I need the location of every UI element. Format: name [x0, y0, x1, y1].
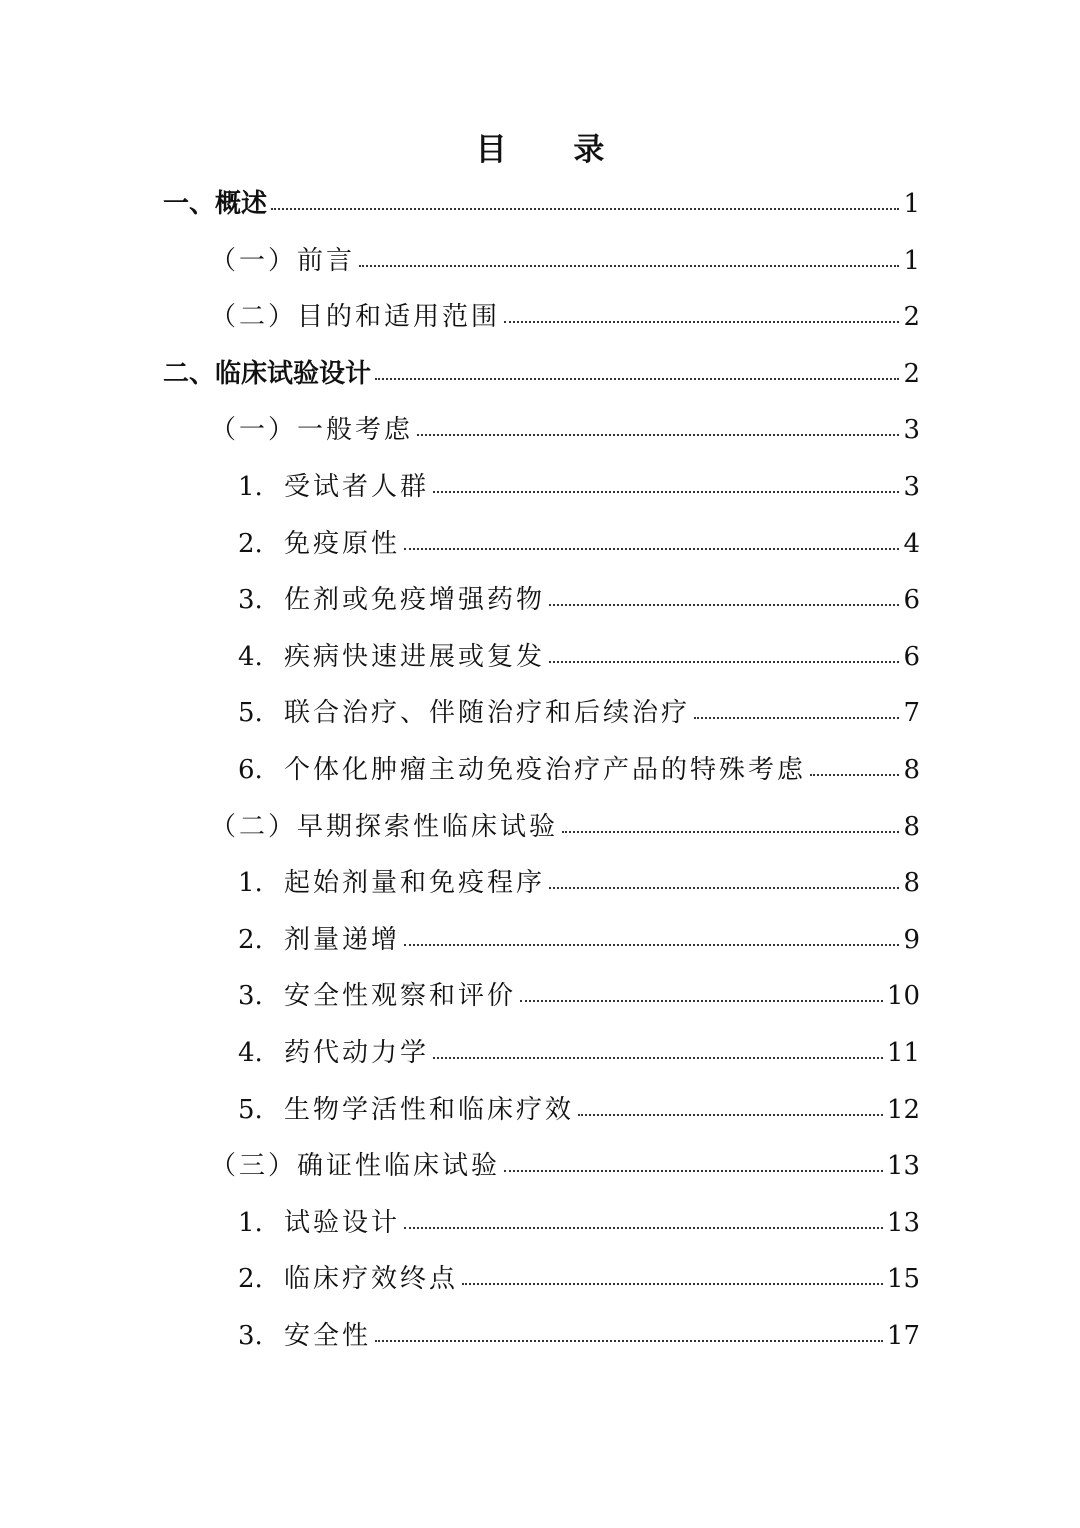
toc-entry-text: （三）确证性临床试验: [210, 1151, 501, 1182]
dot-leader: [504, 321, 899, 323]
toc-entry[interactable]: [238, 465, 920, 509]
toc-entry-number: 3.: [238, 585, 263, 616]
toc-entry-text: （一）前言: [210, 245, 356, 276]
toc-entry[interactable]: [238, 1257, 920, 1301]
toc-page-number: 1: [903, 245, 920, 276]
toc-entry-text: 疾病快速进展或复发: [284, 641, 546, 672]
dot-leader: [375, 378, 899, 380]
toc-entry[interactable]: [238, 1088, 920, 1132]
toc-page-number: 6: [903, 585, 920, 616]
toc-entry-number: 1.: [238, 868, 263, 899]
toc-page-number: 3: [903, 472, 920, 502]
toc-entry[interactable]: [210, 239, 920, 283]
toc-entry-number: 6.: [238, 755, 263, 785]
toc-entry[interactable]: [238, 1031, 920, 1075]
toc-entry-text: 联合治疗、伴随治疗和后续治疗: [284, 698, 691, 729]
toc-entry[interactable]: [238, 522, 920, 566]
dot-leader: [375, 1340, 883, 1342]
toc-entry-number: 5.: [238, 698, 263, 729]
toc-entry-text: 安全性: [284, 1321, 372, 1351]
toc-page-number: 2: [903, 302, 920, 333]
toc-page-number: 4: [903, 528, 920, 559]
dot-leader: [404, 944, 899, 946]
dot-leader: [433, 1057, 883, 1059]
toc-entry-text: 个体化肿瘤主动免疫治疗产品的特殊考虑: [284, 755, 807, 785]
toc-entry-number: 5.: [238, 1094, 263, 1125]
toc-entry-text: （二）目的和适用范围: [210, 302, 501, 333]
dot-leader: [694, 717, 899, 719]
toc-page-number: 8: [903, 755, 920, 785]
toc-entry[interactable]: [238, 918, 920, 962]
toc-page-number: 2: [903, 358, 920, 389]
toc-page-number: 8: [903, 868, 920, 899]
toc-entry[interactable]: [210, 1144, 920, 1188]
toc-entry-number: 3.: [238, 981, 263, 1012]
dot-leader: [404, 1227, 883, 1229]
toc-title: 目 录: [475, 132, 633, 168]
toc-entry[interactable]: [210, 805, 920, 849]
toc-entry-text: 免疫原性: [284, 528, 401, 559]
toc-entry-number: 1.: [238, 1207, 263, 1238]
dot-leader: [462, 1283, 883, 1285]
toc-entry-text: 安全性观察和评价: [284, 981, 517, 1012]
dot-leader: [549, 604, 899, 606]
dot-leader: [549, 661, 899, 663]
toc-page-number: 10: [886, 981, 920, 1012]
toc-entry-text: 起始剂量和免疫程序: [284, 868, 546, 899]
toc-entry[interactable]: [210, 408, 920, 452]
toc-entry-text: 佐剂或免疫增强药物: [284, 585, 546, 616]
dot-leader: [562, 831, 899, 833]
dot-leader: [810, 774, 899, 776]
toc-entry-text: 药代动力学: [284, 1038, 430, 1068]
toc-page-number: 17: [886, 1321, 920, 1351]
toc-entry-text: （一）一般考虑: [210, 415, 414, 446]
toc-entry[interactable]: [163, 182, 920, 226]
toc-entry-number: 1.: [238, 472, 263, 502]
toc-page-number: 11: [886, 1038, 920, 1068]
dot-leader: [504, 1170, 883, 1172]
dot-leader: [359, 265, 899, 267]
toc-page-number: 6: [903, 641, 920, 672]
toc-entry-number: 4.: [238, 1038, 263, 1068]
toc-entry[interactable]: [238, 748, 920, 792]
toc-entry-number: 3.: [238, 1321, 263, 1351]
dot-leader: [404, 548, 899, 550]
dot-leader: [578, 1114, 883, 1116]
toc-page-number: 1: [903, 189, 920, 219]
toc-entry[interactable]: [238, 635, 920, 679]
toc-entry-text: 受试者人群: [284, 472, 430, 502]
toc-page-number: 3: [903, 415, 920, 446]
toc-entry[interactable]: [238, 691, 920, 735]
toc-page-number: 12: [886, 1094, 920, 1125]
dot-leader: [271, 208, 899, 210]
dot-leader: [433, 491, 899, 493]
toc-entry[interactable]: [210, 295, 920, 339]
toc-entry-number: 2.: [238, 1264, 263, 1295]
toc-entry[interactable]: [163, 352, 920, 396]
toc-entry[interactable]: [238, 861, 920, 905]
dot-leader: [549, 887, 899, 889]
toc-entry-text: 生物学活性和临床疗效: [284, 1094, 575, 1125]
toc-page-number: 7: [903, 698, 920, 729]
toc-entry-text: 临床疗效终点: [284, 1264, 459, 1295]
toc-entry[interactable]: [238, 1201, 920, 1245]
toc-page-number: 9: [903, 924, 920, 955]
toc-page-number: 13: [886, 1207, 920, 1238]
toc-entry[interactable]: [238, 1314, 920, 1358]
toc-entry-text: （二）早期探索性临床试验: [210, 811, 559, 842]
toc-page-number: 13: [886, 1151, 920, 1182]
toc-entry-number: 4.: [238, 641, 263, 672]
toc-entry-text: 剂量递增: [284, 924, 401, 955]
toc-page-number: 15: [886, 1264, 920, 1295]
toc-page-number: 8: [903, 811, 920, 842]
toc-entry-text: 一、概述: [163, 189, 268, 219]
toc-entry[interactable]: [238, 578, 920, 622]
toc-entry-text: 试验设计: [284, 1207, 401, 1238]
toc-entry-number: 2.: [238, 528, 263, 559]
toc-entry[interactable]: [238, 974, 920, 1018]
dot-leader: [417, 434, 899, 436]
toc-entry-text: 二、临床试验设计: [163, 358, 372, 389]
dot-leader: [520, 1000, 883, 1002]
toc-entry-number: 2.: [238, 924, 263, 955]
